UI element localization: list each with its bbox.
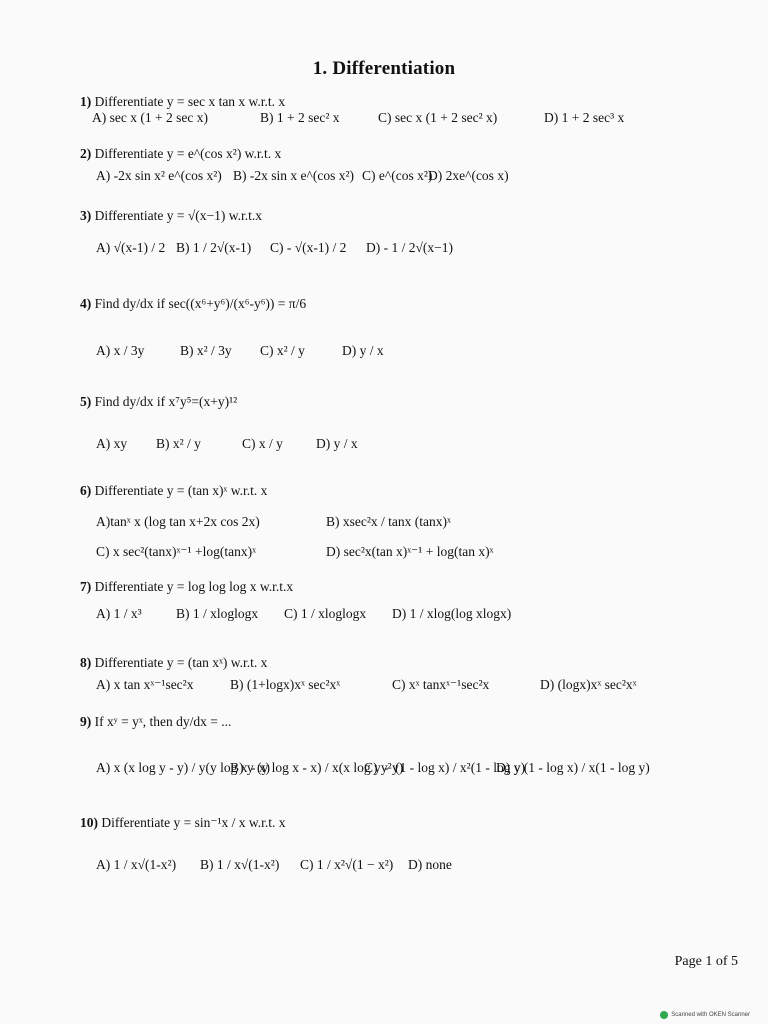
scanner-watermark bbox=[660, 1011, 750, 1019]
option-a: A)tanˣ x (log tan x+2x cos 2x) bbox=[96, 514, 260, 529]
question-text: Differentiate y = (tan x)ˣ w.r.t. x bbox=[94, 483, 268, 498]
option-b: B) x² / y bbox=[156, 436, 201, 451]
question-number: 7) bbox=[80, 579, 92, 594]
question-10 bbox=[80, 815, 286, 831]
question-text: If xʸ = yˣ, then dy/dx = ... bbox=[94, 714, 232, 729]
question-text: Differentiate y = (tan xˣ) w.r.t. x bbox=[94, 655, 268, 670]
option-d: D) none bbox=[408, 857, 452, 872]
question-4 bbox=[80, 296, 306, 312]
option-d: D) y / x bbox=[316, 436, 358, 451]
scanner-logo-icon bbox=[660, 1011, 668, 1019]
option-a: A) x / 3y bbox=[96, 343, 145, 358]
option-a: A) x tan xˣ⁻¹sec²x bbox=[96, 677, 194, 692]
option-c: C) sec x (1 + 2 sec² x) bbox=[378, 110, 498, 125]
question-9 bbox=[80, 714, 231, 730]
question-2 bbox=[80, 146, 281, 162]
option-c: C) - √(x-1) / 2 bbox=[270, 240, 347, 255]
option-b: B) 1 + 2 sec² x bbox=[260, 110, 340, 125]
option-c: C) x / y bbox=[242, 436, 283, 451]
option-c: C) y² (1 - log x) / x²(1 - log y) bbox=[364, 760, 526, 775]
option-d: D) - 1 / 2√(x−1) bbox=[366, 240, 454, 255]
question-number: 3) bbox=[80, 208, 92, 223]
option-a: A) x (x log y - y) / y(y log x - x) bbox=[96, 760, 270, 775]
option-b: B) 1 / xloglogx bbox=[176, 606, 259, 621]
option-a: A) sec x (1 + 2 sec x) bbox=[92, 110, 208, 125]
question-5 bbox=[80, 394, 237, 410]
option-a: A) 1 / x√(1-x²) bbox=[96, 857, 177, 872]
option-b: B) (1+logx)xˣ sec²xˣ bbox=[230, 677, 341, 692]
question-text: Differentiate y = sec x tan x w.r.t. x bbox=[94, 94, 286, 109]
question-number: 2) bbox=[80, 146, 92, 161]
option-d: D) y (1 - log x) / x(1 - log y) bbox=[496, 760, 650, 775]
question-text: Differentiate y = sin⁻¹x / x w.r.t. x bbox=[101, 815, 286, 830]
page-number: Page 1 of 5 bbox=[674, 954, 738, 969]
question-7 bbox=[80, 579, 293, 595]
option-b: B) y (y log x - x) / x(x log y - y) bbox=[230, 760, 404, 775]
option-b: B) 1 / x√(1-x²) bbox=[200, 857, 280, 872]
option-b: B) x² / 3y bbox=[180, 343, 232, 358]
option-b: B) 1 / 2√(x-1) bbox=[176, 240, 252, 255]
question-number: 4) bbox=[80, 296, 92, 311]
option-d: D) 2xe^(cos x) bbox=[428, 168, 509, 183]
question-3 bbox=[80, 208, 262, 224]
question-text: Differentiate y = √(x−1) w.r.t.x bbox=[94, 208, 262, 223]
option-b: B) xsec²x / tanx (tanx)ˣ bbox=[326, 514, 451, 529]
option-d: D) sec²x(tan x)ˣ⁻¹ + log(tan x)ˣ bbox=[326, 544, 494, 559]
page-title: 1. Differentiation bbox=[312, 58, 456, 79]
question-number: 6) bbox=[80, 483, 92, 498]
question-1 bbox=[80, 94, 285, 110]
option-d: D) (logx)xˣ sec²xˣ bbox=[540, 677, 637, 692]
option-c: C) xˣ tanxˣ⁻¹sec²x bbox=[392, 677, 490, 692]
question-8 bbox=[80, 655, 267, 671]
option-c: C) 1 / x²√(1 − x²) bbox=[300, 857, 394, 872]
question-text: Find dy/dx if x⁷y⁵=(x+y)¹² bbox=[94, 394, 238, 409]
option-a: A) -2x sin x² e^(cos x²) bbox=[96, 168, 222, 183]
option-c: C) x² / y bbox=[260, 343, 305, 358]
option-c: C) e^(cos x²) bbox=[362, 168, 433, 183]
option-a: A) √(x-1) / 2 bbox=[96, 240, 166, 255]
question-6 bbox=[80, 483, 267, 499]
option-d: D) 1 / xlog(log xlogx) bbox=[392, 606, 512, 621]
question-text: Differentiate y = log log log x w.r.t.x bbox=[94, 579, 294, 594]
question-number: 5) bbox=[80, 394, 92, 409]
scanner-text: Scanned with OKEN Scanner bbox=[671, 1012, 750, 1018]
option-d: D) 1 + 2 sec³ x bbox=[544, 110, 625, 125]
question-number: 9) bbox=[80, 714, 92, 729]
question-number: 10) bbox=[80, 815, 98, 830]
option-d: D) y / x bbox=[342, 343, 384, 358]
question-text: Differentiate y = e^(cos x²) w.r.t. x bbox=[94, 146, 282, 161]
option-a: A) 1 / x³ bbox=[96, 606, 142, 621]
question-text: Find dy/dx if sec((x⁶+y⁶)/(x⁶-y⁶)) = π/6 bbox=[94, 296, 307, 311]
question-number: 1) bbox=[80, 94, 92, 109]
option-b: B) -2x sin x e^(cos x²) bbox=[233, 168, 354, 183]
question-number: 8) bbox=[80, 655, 92, 670]
option-c: C) x sec²(tanx)ˣ⁻¹ +log(tanx)ˣ bbox=[96, 544, 256, 559]
option-a: A) xy bbox=[96, 436, 128, 451]
option-c: C) 1 / xloglogx bbox=[284, 606, 367, 621]
